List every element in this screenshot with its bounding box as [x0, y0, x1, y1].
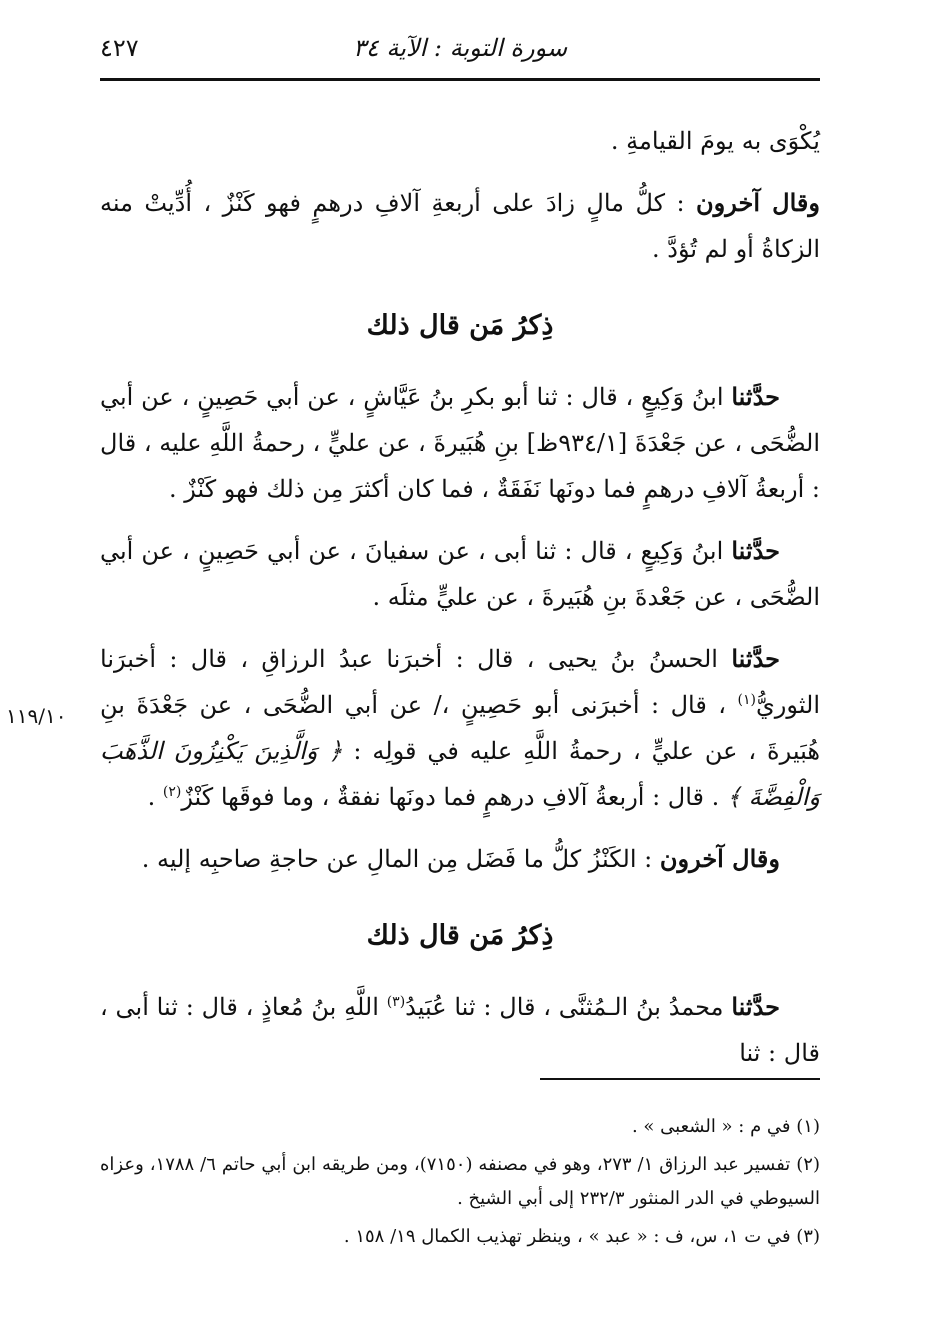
page-header — [100, 30, 820, 70]
paragraph-lead: حدَّثنا — [731, 536, 781, 565]
footnote-rule — [540, 1078, 820, 1080]
paragraph-6 — [100, 836, 820, 882]
paragraph-lead: حدَّثنا — [731, 644, 780, 673]
paragraph-end: . — [147, 783, 163, 811]
header-rule — [100, 78, 820, 81]
paragraph-text: اللَّهِ بنُ مُعاذٍ ، قال : ثنا أبى ، قال : ثنا — [100, 993, 820, 1067]
paragraph-2 — [100, 180, 820, 272]
paragraph-text: محمدُ بنُ الـمُثنَّى ، قال : ثنا عُبَيدُ — [405, 993, 732, 1021]
quran-verse: ﴿ وَالَّذِينَ يَكْنِزُونَ الذَّهَبَ وَالْفِضَّةَ ﴾ — [100, 737, 820, 811]
paragraph-4 — [100, 528, 820, 620]
paragraph-text: ابنُ وَكِيعٍ ، قال : ثنا أبو بكرِ بنُ عَيَّاشٍ ، عن أبي حَصِينٍ ، عن أبي الضُّحَى ، عن جَعْدَةَ [٩٣٤/١ظ] بنِ هُبَيرةَ ، عن عليٍّ ، رحمةُ اللَّهِ عليه ، قال : أربعةُ آلافِ درهمٍ فما دونَها نَفَقَةٌ ، فما كان أكثرَ مِن ذلك فهو كَنْزٌ . — [100, 383, 821, 503]
footnote-2: (٢) تفسير عبد الرزاق ١/ ٢٧٣، وهو في مصنفه (٧١٥٠)، ومن طريقه ابن أبي حاتم ٦/ ١٧٨٨، وعزاه السيوطي في الدر المنثور ٢٣٢/٣ إلى أبي الشيخ . — [100, 1154, 820, 1209]
paragraph-1: يُكْوَى به يومَ القيامةِ . — [610, 127, 820, 155]
main-text — [100, 118, 820, 1092]
paragraph-lead: حدَّثنا — [731, 382, 780, 411]
paragraph-text: : كلُّ مالٍ زادَ على أربعةِ آلافِ درهمٍ فهو كَنْزٌ ، أُدِّيتْ منه الزكاةُ أو لم تُؤدَّ . — [100, 189, 820, 263]
page-number: ٤٢٧ — [100, 34, 139, 62]
section-heading-1: ذِكرُ مَن قال ذلك — [366, 310, 554, 341]
paragraph-text: ابنُ وَكِيعٍ ، قال : ثنا أبى ، عن سفيانَ ، عن أبي حَصِينٍ ، عن أبي الضُّحَى ، عن جَعْدةَ بنِ هُبَيرةَ ، عن عليٍّ مثلَه . — [100, 537, 820, 611]
paragraph-lead: وقال آخرون — [659, 844, 780, 873]
margin-reference: ١١٩/١٠ — [6, 704, 67, 728]
footnote-ref-2[interactable]: (٢) — [162, 784, 182, 800]
footnote-ref-3[interactable]: (٣) — [386, 994, 406, 1010]
paragraph-lead: وقال آخرون — [696, 188, 820, 217]
footnote-ref-1[interactable]: (١) — [737, 692, 756, 708]
footnotes — [100, 1110, 820, 1258]
paragraph-text: . قال : أربعةُ آلافِ درهمٍ فما دونَها نفقةٌ ، وما فوقَها كَنْزٌ — [181, 783, 727, 811]
paragraph-text: الحسنُ بنُ يحيى ، قال : أخبرَنا عبدُ الرزاقِ ، قال : أخبرَنا الثوريُّ — [100, 645, 820, 719]
paragraph-3 — [100, 374, 820, 512]
paragraph-text: ، قال : أخبرَنى أبو حَصِينٍ ،/ عن أبي الضُّحَى ، عن جَعْدَةَ بنِ هُبَيرةَ ، عن عليٍّ ، رحمةُ اللَّهِ عليه في قولِه : — [100, 691, 821, 765]
paragraph-7 — [100, 984, 820, 1076]
section-heading-2: ذِكرُ مَن قال ذلك — [366, 920, 554, 951]
footnote-1: (١) في م : « الشعبى » . — [631, 1116, 820, 1137]
paragraph-5 — [100, 636, 820, 820]
paragraph-lead: حدَّثنا — [731, 992, 780, 1021]
paragraph-text: : الكَنْزُ كلُّ ما فَضَل مِن المالِ عن حاجةِ صاحبِه إليه . — [141, 845, 660, 873]
footnote-3: (٣) في ت ١، س، ف : « عبد » ، وينظر تهذيب الكمال ١٩/ ١٥٨ . — [343, 1226, 820, 1247]
running-title: سورة التوبة : الآية ٣٤ — [352, 34, 568, 62]
